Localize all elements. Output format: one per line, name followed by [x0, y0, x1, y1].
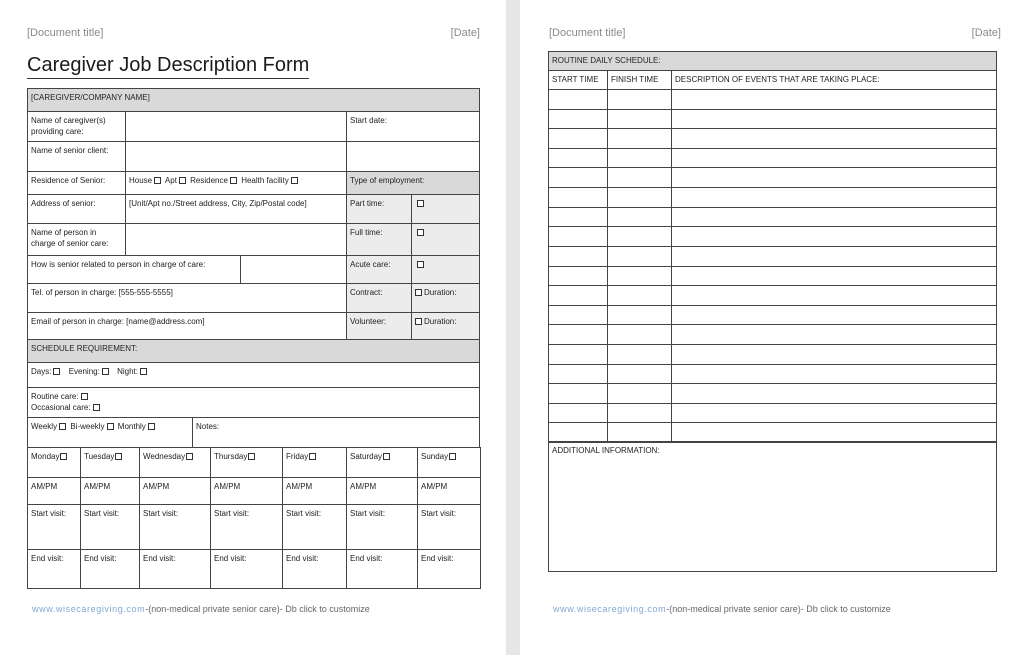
footer-link[interactable]: www.wisecaregiving.com: [553, 604, 667, 614]
finish-time-cell[interactable]: [607, 285, 672, 306]
schedule-requirement-header: SCHEDULE REQUIREMENT:: [27, 339, 480, 363]
description-cell[interactable]: [671, 324, 997, 345]
contract-label: Contract:: [346, 283, 412, 313]
start-time-cell[interactable]: [548, 226, 608, 247]
start-time-cell[interactable]: [548, 344, 608, 365]
description-cell[interactable]: [671, 403, 997, 423]
person-in-charge-label: Name of person in charge of senior care:: [27, 223, 126, 256]
start-time-cell[interactable]: [548, 383, 608, 404]
description-cell[interactable]: [671, 187, 997, 208]
weekday-friday: [282, 447, 347, 478]
address-input[interactable]: [Unit/Apt no./Street address, City, Zip/Postal code]: [125, 194, 347, 224]
employment-type-header: Type of employment:: [346, 171, 480, 195]
routine-care-label: Routine care:: [31, 392, 79, 401]
weekday-checkbox[interactable]: [248, 453, 255, 460]
description-cell[interactable]: [671, 207, 997, 227]
start-time-cell[interactable]: [548, 305, 608, 325]
additional-info-field[interactable]: ADDITIONAL INFORMATION:: [548, 441, 997, 572]
weekday-checkbox[interactable]: [449, 453, 456, 460]
evening-checkbox[interactable]: [102, 368, 109, 375]
document-title-placeholder[interactable]: [Document title]: [27, 27, 104, 39]
weekday-tuesday: [80, 447, 140, 478]
start-date-value[interactable]: [346, 141, 480, 172]
start-visit-field-thursday[interactable]: Start visit:: [210, 504, 283, 550]
finish-time-cell[interactable]: [607, 305, 672, 325]
volunteer-duration: [411, 312, 480, 340]
full-time-label: Full time:: [346, 223, 412, 256]
end-visit-field-monday[interactable]: End visit:: [27, 549, 81, 589]
document-title-placeholder[interactable]: [Document title]: [549, 27, 626, 39]
end-visit-field-sunday[interactable]: End visit:: [417, 549, 481, 589]
end-visit-field-tuesday[interactable]: End visit:: [80, 549, 140, 589]
form-title: Caregiver Job Description Form: [27, 54, 309, 79]
checkbox[interactable]: [154, 177, 161, 184]
monthly-checkbox[interactable]: [148, 423, 155, 430]
weekly-checkbox[interactable]: [59, 423, 66, 430]
biweekly-label: Bi-weekly: [70, 422, 105, 431]
weekday-checkbox[interactable]: [383, 453, 390, 460]
days-label: Days:: [31, 367, 52, 376]
routine-schedule-header: ROUTINE DAILY SCHEDULE:: [548, 51, 997, 71]
description-cell[interactable]: [671, 383, 997, 404]
end-visit-field-wednesday[interactable]: End visit:: [139, 549, 211, 589]
senior-client-input[interactable]: [125, 141, 347, 172]
finish-time-cell[interactable]: [607, 344, 672, 365]
weekday-label: Tuesday: [84, 452, 115, 461]
checkbox[interactable]: [230, 177, 237, 184]
description-cell[interactable]: [671, 246, 997, 267]
residence-option-residence: Residence: [190, 176, 228, 185]
description-cell[interactable]: [671, 226, 997, 247]
start-time-cell[interactable]: [548, 109, 608, 129]
volunteer-label: Volunteer:: [346, 312, 412, 340]
start-time-cell[interactable]: [548, 364, 608, 384]
start-visit-field-sunday[interactable]: Start visit:: [417, 504, 481, 550]
finish-time-cell[interactable]: [607, 128, 672, 149]
description-cell[interactable]: [671, 109, 997, 129]
occasional-care-checkbox[interactable]: [93, 404, 100, 411]
weekday-checkbox[interactable]: [186, 453, 193, 460]
description-cell[interactable]: [671, 148, 997, 168]
ampm-field-tuesday[interactable]: AM/PM: [80, 477, 140, 505]
weekday-label: Sunday: [421, 452, 449, 461]
tel-field[interactable]: Tel. of person in charge: [555-555-5555]: [27, 283, 347, 313]
frequency-row: [27, 417, 193, 448]
senior-client-label: Name of senior client:: [27, 141, 126, 172]
finish-time-cell[interactable]: [607, 403, 672, 423]
end-visit-field-saturday[interactable]: End visit:: [346, 549, 418, 589]
description-cell[interactable]: [671, 305, 997, 325]
weekday-label: Saturday: [350, 452, 383, 461]
start-visit-field-friday[interactable]: Start visit:: [282, 504, 347, 550]
description-cell[interactable]: [671, 422, 997, 443]
start-time-cell[interactable]: [548, 187, 608, 208]
finish-time-cell[interactable]: [607, 148, 672, 168]
finish-time-cell[interactable]: [607, 167, 672, 188]
description-cell[interactable]: [671, 266, 997, 286]
company-name-field[interactable]: [CAREGIVER/COMPANY NAME]: [27, 88, 480, 112]
routine-care-checkbox[interactable]: [81, 393, 88, 400]
ampm-field-wednesday[interactable]: AM/PM: [139, 477, 211, 505]
date-placeholder[interactable]: [Date]: [971, 27, 1001, 39]
ampm-field-sunday[interactable]: AM/PM: [417, 477, 481, 505]
start-time-cell[interactable]: [548, 167, 608, 188]
part-time-cell: [411, 194, 480, 224]
relation-input[interactable]: [240, 255, 347, 284]
description-cell[interactable]: [671, 285, 997, 306]
checkbox[interactable]: [179, 177, 186, 184]
start-visit-field-tuesday[interactable]: Start visit:: [80, 504, 140, 550]
time-of-day-row: [27, 362, 480, 388]
description-cell[interactable]: [671, 364, 997, 384]
full-time-cell: [411, 223, 480, 256]
acute-care-cell: [411, 255, 480, 284]
start-time-cell[interactable]: [548, 324, 608, 345]
acute-care-checkbox[interactable]: [417, 261, 424, 268]
page-footer: [32, 604, 370, 614]
address-label: Address of senior:: [27, 194, 126, 224]
night-checkbox[interactable]: [140, 368, 147, 375]
finish-time-cell[interactable]: [607, 266, 672, 286]
finish-time-cell[interactable]: [607, 422, 672, 443]
weekday-label: Friday: [286, 452, 309, 461]
end-visit-field-thursday[interactable]: End visit:: [210, 549, 283, 589]
weekday-label: Monday: [31, 452, 60, 461]
weekday-sunday: [417, 447, 481, 478]
part-time-label: Part time:: [346, 194, 412, 224]
description-cell[interactable]: [671, 128, 997, 149]
ampm-field-thursday[interactable]: AM/PM: [210, 477, 283, 505]
start-time-cell[interactable]: [548, 148, 608, 168]
weekday-saturday: [346, 447, 418, 478]
start-time-cell[interactable]: [548, 89, 608, 110]
caregiver-name-label: Name of caregiver(s) providing care:: [27, 111, 126, 142]
start-time-cell[interactable]: [548, 422, 608, 443]
start-time-cell[interactable]: [548, 128, 608, 149]
weekday-label: Thursday: [214, 452, 248, 461]
monthly-label: Monthly: [117, 422, 146, 431]
date-placeholder[interactable]: [Date]: [450, 27, 480, 39]
biweekly-checkbox[interactable]: [107, 423, 114, 430]
footer-text: -(non-medical private senior care)- Db click to customize: [145, 604, 370, 614]
ampm-field-saturday[interactable]: AM/PM: [346, 477, 418, 505]
residence-option-apt: Apt: [164, 176, 177, 185]
residence-option-house: House: [129, 176, 153, 185]
checkbox[interactable]: [291, 177, 298, 184]
page-2: [520, 0, 1024, 655]
volunteer-checkbox[interactable]: [415, 318, 422, 325]
finish-time-cell[interactable]: [607, 207, 672, 227]
person-in-charge-input[interactable]: [125, 223, 347, 256]
page-1: [0, 0, 506, 655]
finish-time-cell[interactable]: [607, 364, 672, 384]
description-cell[interactable]: [671, 167, 997, 188]
description-cell[interactable]: [671, 89, 997, 110]
start-visit-field-saturday[interactable]: Start visit:: [346, 504, 418, 550]
start-time-cell[interactable]: [548, 246, 608, 267]
contract-checkbox[interactable]: [415, 289, 422, 296]
caregiver-name-input[interactable]: [125, 111, 347, 142]
start-time-cell[interactable]: [548, 207, 608, 227]
col-start-time: START TIME: [548, 70, 608, 90]
duration-label: Duration:: [424, 317, 457, 326]
weekday-checkbox[interactable]: [309, 453, 316, 460]
residence-options[interactable]: [125, 171, 347, 195]
email-field[interactable]: Email of person in charge: [name@address.com]: [27, 312, 347, 340]
finish-time-cell[interactable]: [607, 187, 672, 208]
finish-time-cell[interactable]: [607, 109, 672, 129]
weekday-thursday: [210, 447, 283, 478]
part-time-checkbox[interactable]: [417, 200, 424, 207]
acute-care-label: Acute care:: [346, 255, 412, 284]
footer-link[interactable]: www.wisecaregiving.com: [32, 604, 146, 614]
notes-field[interactable]: Notes:: [192, 417, 480, 448]
weekday-monday: [27, 447, 81, 478]
residence-option-health-facility: Health facility: [241, 176, 289, 185]
col-finish-time: FINISH TIME: [607, 70, 672, 90]
ampm-field-monday[interactable]: AM/PM: [27, 477, 81, 505]
finish-time-cell[interactable]: [607, 226, 672, 247]
occasional-care-label: Occasional care:: [31, 403, 91, 412]
footer-text: -(non-medical private senior care)- Db click to customize: [666, 604, 891, 614]
finish-time-cell[interactable]: [607, 324, 672, 345]
finish-time-cell[interactable]: [607, 383, 672, 404]
night-label: Night:: [117, 367, 138, 376]
start-time-cell[interactable]: [548, 266, 608, 286]
duration-label: Duration:: [424, 288, 457, 297]
description-cell[interactable]: [671, 344, 997, 365]
finish-time-cell[interactable]: [607, 246, 672, 267]
start-visit-field-monday[interactable]: Start visit:: [27, 504, 81, 550]
col-description: DESCRIPTION OF EVENTS THAT ARE TAKING PLACE:: [671, 70, 997, 90]
contract-duration: [411, 283, 480, 313]
start-visit-field-wednesday[interactable]: Start visit:: [139, 504, 211, 550]
residence-label: Residence of Senior:: [27, 171, 126, 195]
ampm-field-friday[interactable]: AM/PM: [282, 477, 347, 505]
weekly-label: Weekly: [31, 422, 58, 431]
days-checkbox[interactable]: [53, 368, 60, 375]
weekday-label: Wednesday: [143, 452, 186, 461]
page-footer: [553, 604, 891, 614]
weekday-checkbox[interactable]: [115, 453, 122, 460]
full-time-checkbox[interactable]: [417, 229, 424, 236]
care-type-row: [27, 387, 480, 418]
start-time-cell[interactable]: [548, 285, 608, 306]
start-time-cell[interactable]: [548, 403, 608, 423]
evening-label: Evening:: [68, 367, 100, 376]
relation-label: How is senior related to person in charge of care:: [27, 255, 241, 284]
end-visit-field-friday[interactable]: End visit:: [282, 549, 347, 589]
weekday-wednesday: [139, 447, 211, 478]
start-date-field[interactable]: Start date:: [346, 111, 480, 142]
finish-time-cell[interactable]: [607, 89, 672, 110]
weekday-checkbox[interactable]: [60, 453, 67, 460]
